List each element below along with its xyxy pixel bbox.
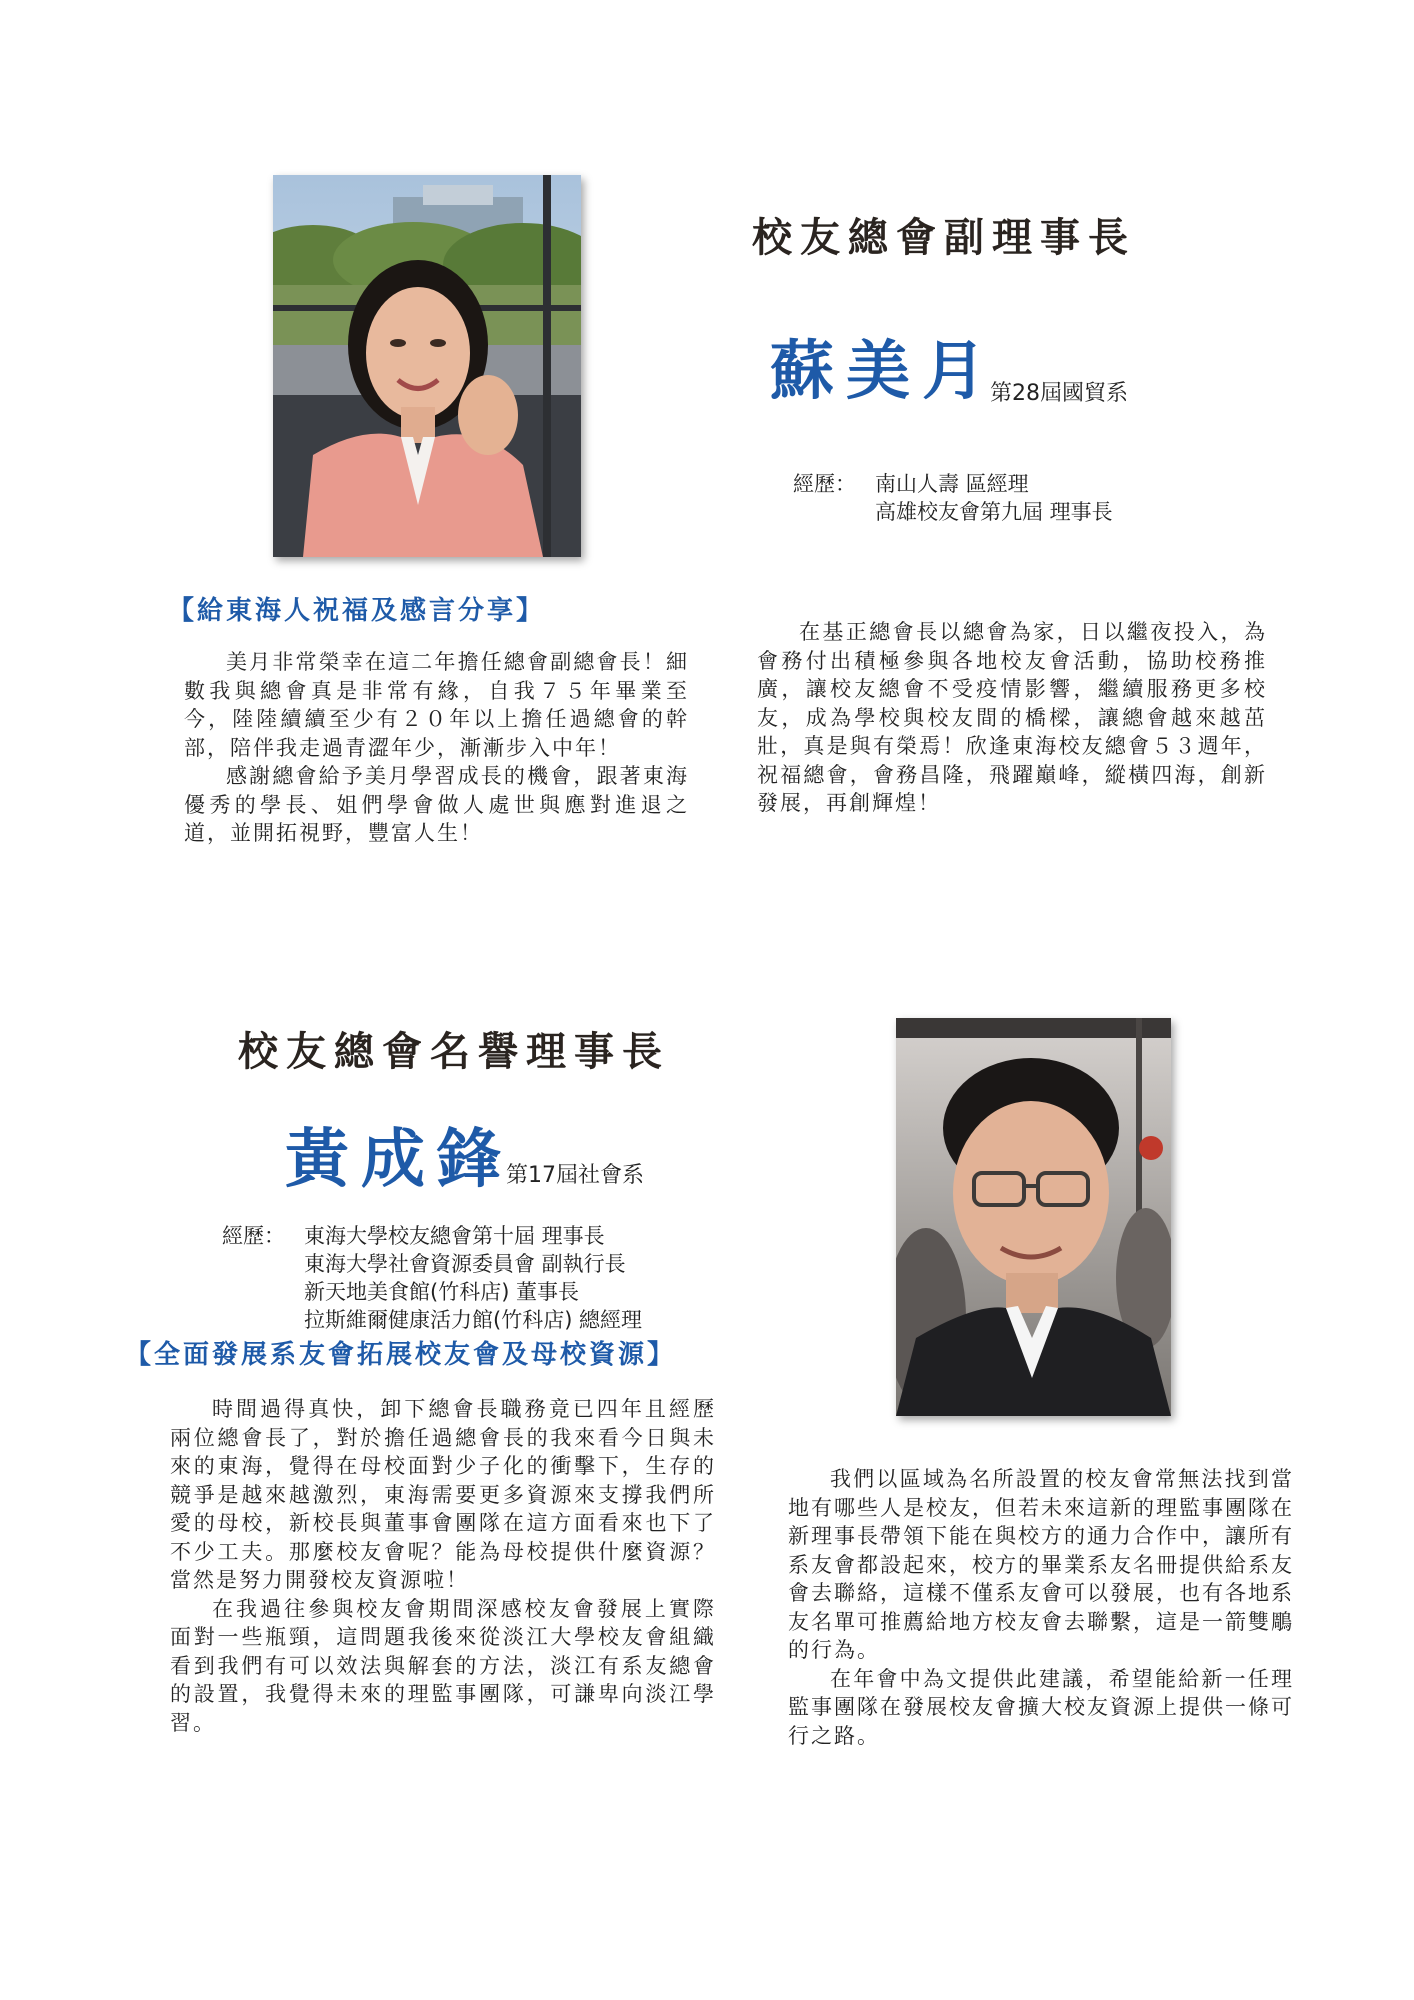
portrait-woman-image xyxy=(273,175,581,557)
text-column-left-su xyxy=(184,648,689,848)
paragraph: 感謝總會給予美月學習成長的機會，跟著東海優秀的學長、姐們學會做人處世與應對進退之道，並開拓視野，豐富人生！ xyxy=(184,764,689,845)
text-column-left-huang xyxy=(170,1395,716,1737)
paragraph: 在我過往參與校友會期間深感校友會發展上實際面對一些瓶頸，這問題我後來從淡江大學校友會組織看到我們有可以效法與解套的方法，淡江有系友總會的設置，我覺得未來的理監事團隊，可謙卑向淡江學習。 xyxy=(170,1596,716,1735)
paragraph: 在基正總會長以總會為家，日以繼夜投入，為會務付出積極參與各地校友會活動，協助校務推廣，讓校友總會不受疫情影響，繼續服務更多校友，成為學校與校友間的橋樑，讓總會越來越茁壯，真是與有榮焉！欣逢東海校友總會５３週年，祝福總會，會務昌隆，飛躍巔峰，縱橫四海，創新發展，再創輝煌！ xyxy=(757,620,1267,815)
experience-label: 經歷： xyxy=(793,472,856,496)
experience-item: 南山人壽 區經理 xyxy=(875,472,1029,496)
text-column-right-huang xyxy=(788,1465,1294,1750)
role-title-honorary-president: 校友總會名譽理事長 xyxy=(238,1028,670,1075)
experience-item: 東海大學校友總會第十屆 理事長 xyxy=(304,1224,605,1248)
paragraph: 美月非常榮幸在這二年擔任總會副總會長！細數我與總會真是非常有緣，自我７５年畢業至今，陸陸續續至少有２０年以上擔任過總會的幹部，陪伴我走過青澀年少，漸漸步入中年！ xyxy=(184,650,689,760)
paragraph: 在年會中為文提供此建議，希望能給新一任理監事團隊在發展校友會擴大校友資源上提供一條可行之路。 xyxy=(788,1666,1294,1748)
class-info-su-meiyue: 第28屆國貿系 xyxy=(990,381,1128,406)
portrait-man-image xyxy=(896,1018,1171,1416)
text-column-right-su xyxy=(757,618,1267,818)
person-name-su-meiyue: 蘇美月 xyxy=(770,334,998,409)
experience-item: 東海大學社會資源委員會 副執行長 xyxy=(304,1252,626,1276)
photo-huang-chengfeng xyxy=(896,1018,1171,1416)
experience-label: 經歷： xyxy=(222,1224,285,1248)
class-info-huang-chengfeng: 第17屆社會系 xyxy=(506,1163,644,1188)
experience-item: 新天地美食館(竹科店) 董事長 xyxy=(304,1280,580,1304)
paragraph: 時間過得真快，卸下總會長職務竟已四年且經歷兩位總會長了，對於擔任過總會長的我來看今日與未來的東海，覺得在母校面對少子化的衝擊下，生存的競爭是越來越激烈，東海需要更多資源來支撐我們所愛的母校，新校長與董事會團隊在這方面看來也下了不少工夫。那麼校友會呢？能為母校提供什麼資源？ 當然是努力開發校友資源啦！ xyxy=(170,1397,716,1592)
experience-item: 高雄校友會第九屆 理事長 xyxy=(875,500,1113,524)
photo-su-meiyue xyxy=(273,175,581,557)
paragraph: 我們以區域為名所設置的校友會常無法找到當地有哪些人是校友，但若未來這新的理監事團隊在新理事長帶領下能在與校方的通力合作中，讓所有系友會都設起來，校方的畢業系友名冊提供給系友會去聯絡，這樣不僅系友會可以發展，也有各地系友名單可推薦給地方校友會去聯繫，這是一箭雙鵰的行為。 xyxy=(788,1467,1294,1662)
experience-list-huang-chengfeng xyxy=(222,1222,642,1334)
experience-item: 拉斯維爾健康活力館(竹科店) 總經理 xyxy=(304,1308,643,1332)
person-name-huang-chengfeng: 黃成鋒 xyxy=(285,1122,513,1197)
section-heading-development: 【全面發展系友會拓展校友會及母校資源】 xyxy=(125,1340,677,1370)
experience-list-su-meiyue xyxy=(793,470,1113,526)
role-title-vice-president: 校友總會副理事長 xyxy=(752,214,1136,261)
section-heading-blessing: 【給東海人祝福及感言分享】 xyxy=(168,596,546,626)
